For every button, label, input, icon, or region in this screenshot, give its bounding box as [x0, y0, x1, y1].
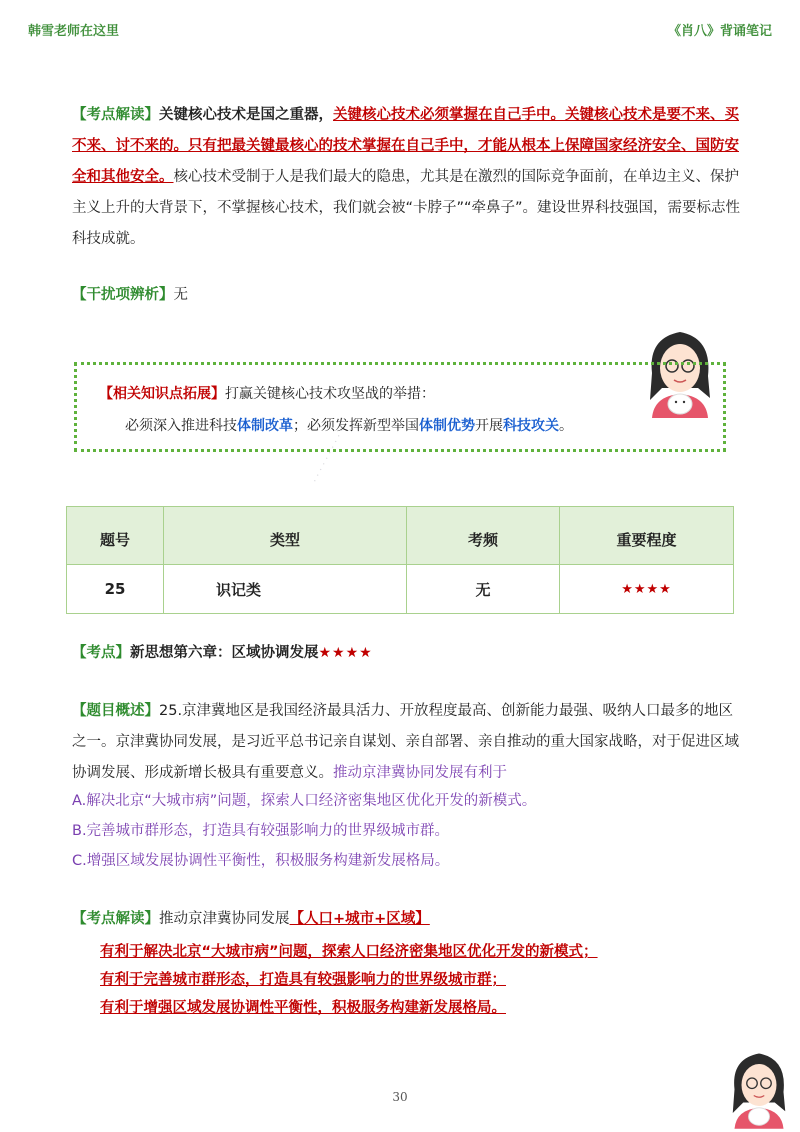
- related-knowledge-box: [74, 362, 726, 452]
- kaodian-jiedu-paragraph-2: [72, 904, 742, 935]
- body-text: 核心技术受制于人是我们最大的隐患，尤其是在激烈的国际竞争面前，在单边主义、保护主义上升的大背景下，不掌握核心技术，我们就会被“卡脖子”“牵鼻子”。建设世界科技强国，需要标志性科技成就。: [72, 169, 741, 247]
- page-number: 30: [392, 1090, 408, 1104]
- cell-importance-stars: ★★★★: [560, 565, 734, 614]
- tag-ganraoxiang: 【干扰项辨析】: [72, 287, 174, 303]
- section3-bracket: 【人口+城市+区域】: [289, 911, 430, 927]
- section3-text: 推动京津冀协同发展: [159, 911, 290, 927]
- teacher-avatar-icon: [724, 1040, 794, 1130]
- tag-kaodian: 【考点】: [72, 645, 130, 661]
- th-frequency: 考频: [407, 507, 560, 565]
- th-number: 题号: [67, 507, 164, 565]
- lead-text: 关键核心技术是国之重器，: [159, 107, 333, 123]
- option-a: A.解决北京“大城市病”问题，探索人口经济密集地区优化开发的新模式。: [72, 793, 537, 809]
- cell-type: 识记类: [164, 565, 407, 614]
- box-text-3: 开展: [475, 418, 503, 434]
- option-c: C.增强区域发展协调性平衡性，积极服务构建新发展格局。: [72, 853, 450, 869]
- th-importance: 重要程度: [560, 507, 734, 565]
- point-2: 有利于完善城市群形态，打造具有较强影响力的世界级城市群；: [100, 972, 506, 988]
- overview-question: 推动京津冀协同发展有利于: [333, 765, 507, 781]
- box-text-4: 。: [559, 418, 573, 434]
- overview-paragraph: [72, 696, 742, 789]
- kaodian-stars: ★★★★: [318, 645, 373, 661]
- table-header-row: [67, 507, 734, 565]
- ganraoxiang-paragraph: [72, 280, 742, 311]
- table-row: [67, 565, 734, 614]
- kaodian-jiedu-paragraph-1: [72, 100, 742, 255]
- th-type: 类型: [164, 507, 407, 565]
- box-line-2: [125, 415, 573, 435]
- header-left: 韩雪老师在这里: [28, 24, 120, 39]
- tag-kaodian-jiedu-2: 【考点解读】: [72, 911, 159, 927]
- box-line-1: [99, 383, 435, 403]
- point-3: 有利于增强区域发展协调性平衡性，积极服务构建新发展格局。: [100, 1000, 506, 1016]
- kaodian-line: [72, 638, 742, 669]
- ganraoxiang-text: 无: [173, 287, 188, 303]
- box-text-1: 必须深入推进科技: [125, 418, 237, 434]
- cell-frequency: 无: [407, 565, 560, 614]
- kaodian-text: 新思想第六章：区域协调发展: [130, 645, 319, 661]
- overview-text: 25.京津冀地区是我国经济最具活力、开放程度最高、创新能力最强、吸纳人口最多的地区之一。京津冀协同发展，是习近平总书记亲自谋划、亲自部署、亲自推动的重大国家战略，对于促进区域协调发展、形成新增长极具有重要意义。: [72, 703, 739, 781]
- tag-overview: 【题目概述】: [72, 703, 159, 719]
- tag-kaodian-jiedu: 【考点解读】: [72, 107, 159, 123]
- box-keyword-1: 体制改革: [237, 418, 293, 434]
- watermark: · · · · · · · · · ·: [310, 426, 349, 486]
- tag-xiangguan: 【相关知识点拓展】: [99, 386, 225, 402]
- box-keyword-3: 科技攻关: [503, 418, 559, 434]
- point-1: 有利于解决北京“大城市病”问题，探索人口经济密集地区优化开发的新模式；: [100, 944, 598, 960]
- header-right: 《肖八》背诵笔记: [667, 24, 772, 39]
- box-title: 打赢关键核心技术攻坚战的举措：: [225, 386, 435, 402]
- question-info-table: [66, 506, 734, 614]
- box-keyword-2: 体制优势: [419, 418, 475, 434]
- cell-number: 25: [67, 565, 164, 614]
- key-statement: 关键核心技术必须掌握在自己手中。关键核心技术是要不来、买不来、讨不来的。只有把最关键最核心的技术掌握在自己手中，才能从根本上保障国家经济安全、国防安全和其他安全。: [72, 107, 739, 185]
- box-text-2: ；必须发挥新型举国: [293, 418, 419, 434]
- option-b: B.完善城市群形态，打造具有较强影响力的世界级城市群。: [72, 823, 450, 839]
